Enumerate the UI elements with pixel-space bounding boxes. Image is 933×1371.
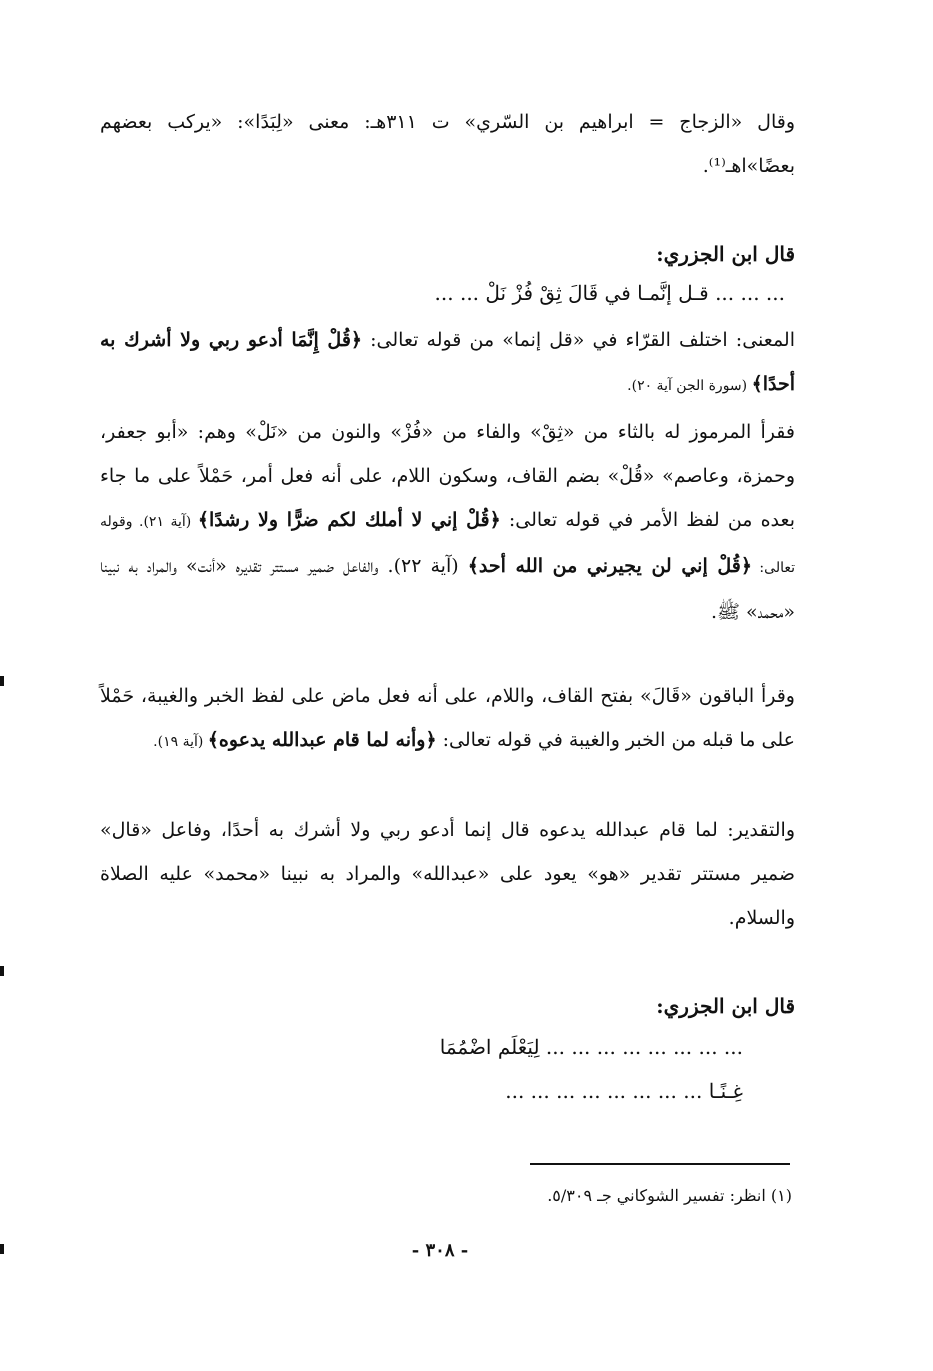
quran-quote-3: ﴿قُلْ إني لن يجيرني من الله أحد﴾ xyxy=(467,555,752,577)
reading-qul-text-a: فقرأ المرموز له بالثاء من «ثِقْ» والفاء من «فُزْ» والنون من «نَلْ» وهم: «أبو جعفر، وحمزة، وعاصم» «قُلْ» بضم القاف، وسكون اللام، على أنه فعل أمر، حَمْلاً على ما جاء بعده من لفظ الأمر في قوله تعالى: xyxy=(100,421,795,531)
verse-line-3: غِـنًـا ... ... ... ... ... ... ... ... xyxy=(505,1079,743,1103)
ayah-reference-21: (آية ٢١). وقوله تعالى: xyxy=(100,514,795,576)
meaning-intro: المعنى: اختلف القرّاء في «قل إنما» من قوله تعالى: xyxy=(362,329,795,351)
scan-edge-mark xyxy=(0,676,4,686)
reading-qala-text-a: وقرأ الباقون «قَالَ» بفتح القاف، واللام، على أنه فعل ماض على لفظ الخبر والغيبة، حَمْلاً على ما قبله من الخبر والغيبة في قوله تعالى: xyxy=(100,685,795,751)
sura-reference-1: (سورة الجن آية ٢٠). xyxy=(627,378,752,394)
reading-qul-text-e: (آية ٢٢). والفاعل ضمير مستتر تقديره «أنت» والمراد به نبينا «محمد» ﷺ. xyxy=(100,555,795,623)
page-number: - ٣٠٨ - xyxy=(411,1240,469,1261)
quran-quote-4: ﴿وأنه لما قام عبدالله يدعوه﴾ xyxy=(207,729,437,751)
verse-line-1: ... ... ... قـل إنَّمـا في قَالَ ثِقْ فُزْ نَلْ ... ... xyxy=(434,281,785,305)
heading-ibn-jazari-2: قال ابن الجزري: xyxy=(656,994,795,1018)
section-heading-2 xyxy=(100,984,795,1028)
paragraph-meaning xyxy=(100,318,795,408)
paragraph-reading-qala xyxy=(100,674,795,764)
scan-edge-mark xyxy=(0,966,4,976)
heading-ibn-jazari-1: قال ابن الجزري: xyxy=(656,242,795,266)
footnote-separator xyxy=(530,1163,790,1165)
verse-line-2: ... ... ... ... ... ... ... ... لِيَعْلَم اضْمُمَا xyxy=(439,1035,743,1059)
quran-quote-1: ﴿قُلْ إِنَّمَا أدعو ربي ولا أشرك به أحدًا﴾ xyxy=(100,329,795,395)
paragraph-reading-qul xyxy=(100,410,795,634)
ayah-reference-19: (آية ١٩). xyxy=(153,734,208,750)
estimation-text: والتقدير: لما قام عبدالله يدعوه قال إنما أدعو ربي ولا أشرك به أحدًا، وفاعل «قال» ضمير مستتر تقدير «هو» يعود على «عبدالله» والمراد به نبينا «محمد» عليه الصلاة والسلام. xyxy=(100,819,795,929)
footnote: (١) انظر: تفسير الشوكاني جـ ٥/٣٠٩. xyxy=(547,1186,792,1205)
quran-quote-2: ﴿قُلْ إني لا أملك لكم ضرًّا ولا رشدًا﴾ xyxy=(197,509,501,531)
scan-edge-mark xyxy=(0,1244,4,1254)
paragraph-zajjaj xyxy=(100,100,795,188)
paragraph-estimation xyxy=(100,808,795,940)
paragraph-zajjaj-text: وقال «الزجاج = ابراهيم بن السّري» ت ٣١١هـ: معنى «لِبَدًا»: «يركب بعضهم بعضًا»اهـ⁽¹⁾. xyxy=(100,111,795,177)
section-heading-1 xyxy=(100,232,795,276)
